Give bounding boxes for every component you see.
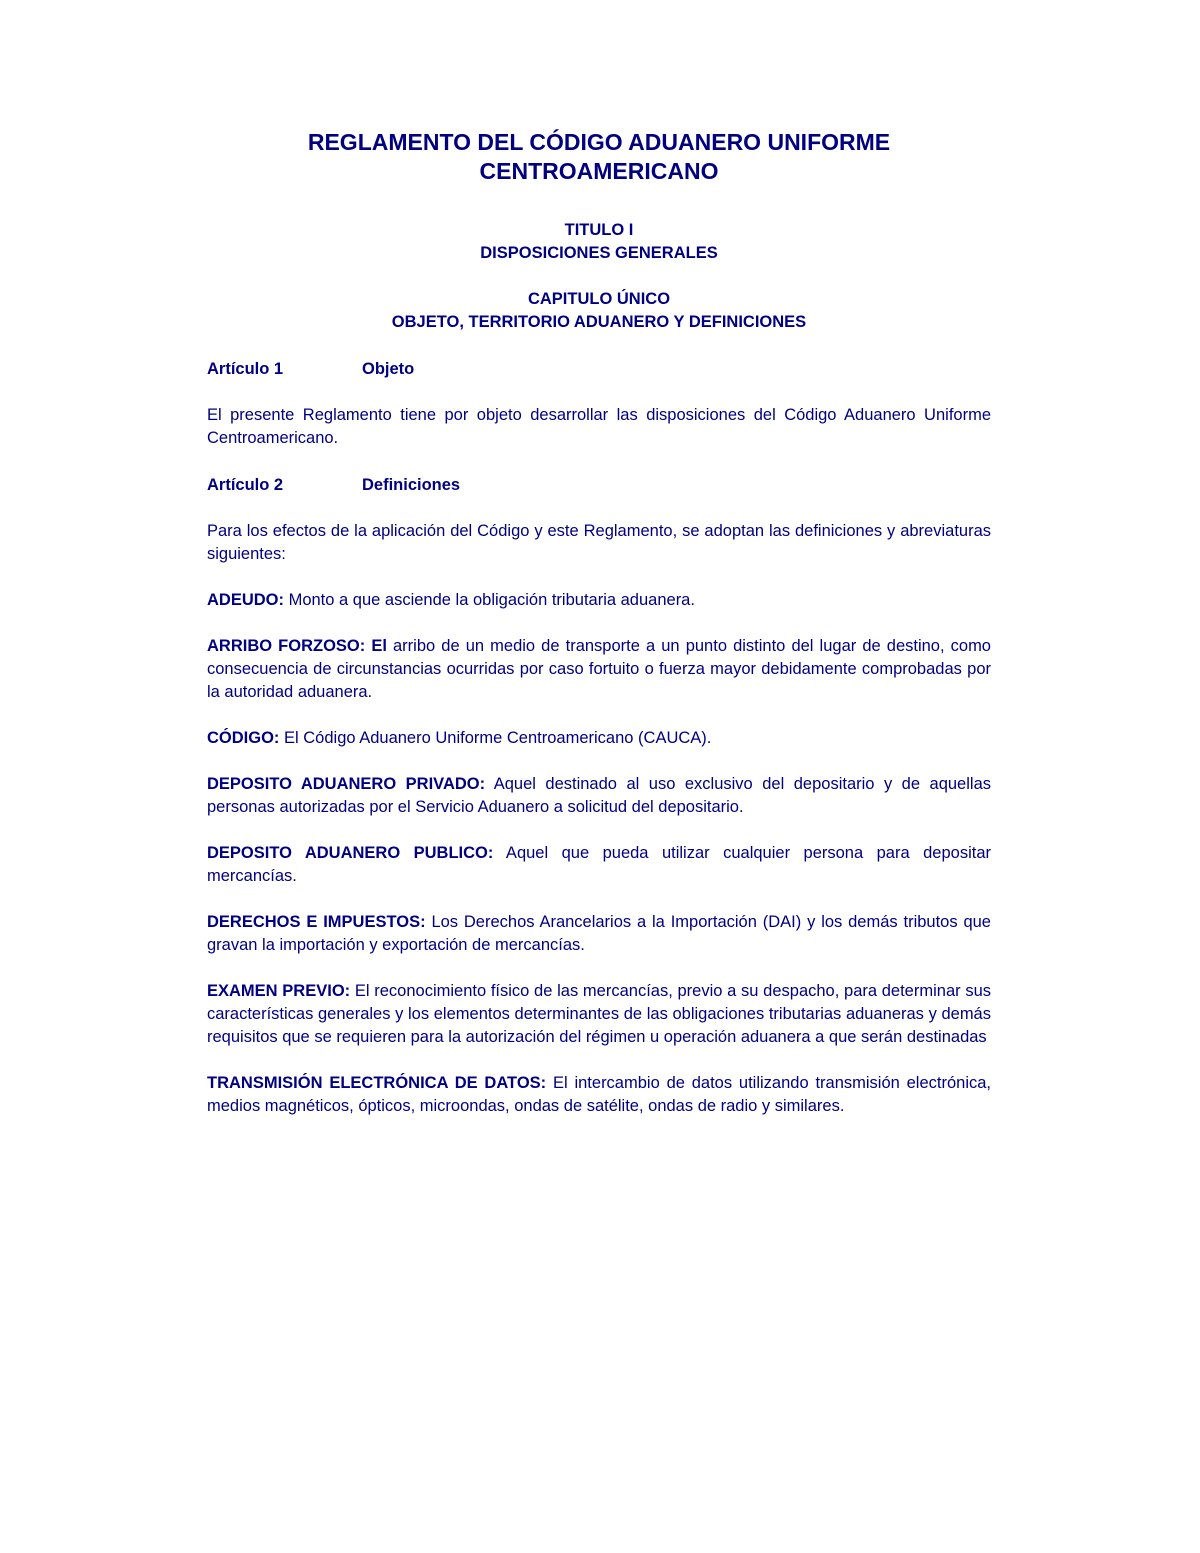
definition-term: ADEUDO: [207,591,284,609]
titulo-number: TITULO I [564,221,634,239]
article-1-text: El presente Reglamento tiene por objeto desarrollar las disposiciones del Código Aduanero Uniforme Centroamericano. [207,406,991,447]
definition-text: El reconocimiento físico de las mercancías, previo a su despacho, para determinar sus características generales y los elementos determinantes de las obligaciones tributarias aduaneras y demás requisitos que se requieren para la autorización del régimen u operación aduanera a que serán destinadas [207,982,991,1046]
definition-text: Aquel que pueda utilizar cualquier persona para depositar mercancías. [207,844,991,885]
definition-term: CÓDIGO: [207,729,280,747]
titulo-name: DISPOSICIONES GENERALES [480,244,718,262]
definition-text: Monto a que asciende la obligación tributaria aduanera. [284,591,695,609]
titulo-heading [207,219,991,265]
article-2-number: Artículo 2 [207,476,284,494]
definition-transmision-electronica [207,1072,991,1118]
definition-term: EXAMEN PREVIO: [207,982,351,1000]
definition-term: DEPOSITO ADUANERO PUBLICO: [207,844,494,862]
article-1-heading [207,358,991,381]
definition-term: TRANSMISIÓN ELECTRÓNICA DE DATOS: [207,1074,547,1092]
definition-examen-previo [207,980,991,1049]
capitulo-number: CAPITULO ÚNICO [527,290,671,308]
definition-text: El intercambio de datos utilizando transmisión electrónica, medios magnéticos, ópticos, microondas, ondas de satélite, ondas de radio y similares. [207,1074,992,1115]
definition-arribo-forzoso [207,635,991,704]
definition-codigo [207,727,991,750]
article-2-name: Definiciones [362,476,461,494]
definition-text: El Código Aduanero Uniforme Centroamericano (CAUCA). [279,729,712,747]
definition-adeudo [207,589,991,612]
capitulo-name: OBJETO, TERRITORIO ADUANERO Y DEFINICIONES [391,313,807,331]
definition-derechos-impuestos [207,911,991,957]
definition-term: DEPOSITO ADUANERO PRIVADO: [207,775,486,793]
document-title-line2: CENTROAMERICANO [479,158,719,184]
definition-text: Los Derechos Arancelarios a la Importación (DAI) y los demás tributos que gravan la importación y exportación de mercancías. [207,913,991,954]
definition-text: arribo de un medio de transporte a un punto distinto del lugar de destino, como consecuencia de circunstancias ocurridas por caso fortuito o fuerza mayor debidamente comprobadas por la autoridad aduanera. [207,637,991,701]
definition-term: ARRIBO FORZOSO: El [207,637,387,655]
document-title [207,128,991,186]
article-2-heading [207,474,991,497]
definition-term: DERECHOS E IMPUESTOS: [207,913,426,931]
article-2-text: Para los efectos de la aplicación del Código y este Reglamento, se adoptan las definiciones y abreviaturas siguientes: [207,522,991,563]
definition-text: Aquel destinado al uso exclusivo del depositario y de aquellas personas autorizadas por el Servicio Aduanero a solicitud del depositario. [207,775,991,816]
article-1-number: Artículo 1 [207,360,284,378]
capitulo-heading [207,288,991,334]
definition-deposito-privado [207,773,991,819]
document-page [207,128,991,1118]
document-title-line1: REGLAMENTO DEL CÓDIGO ADUANERO UNIFORME [307,129,891,155]
article-1-name: Objeto [362,360,415,378]
definition-deposito-publico [207,842,991,888]
